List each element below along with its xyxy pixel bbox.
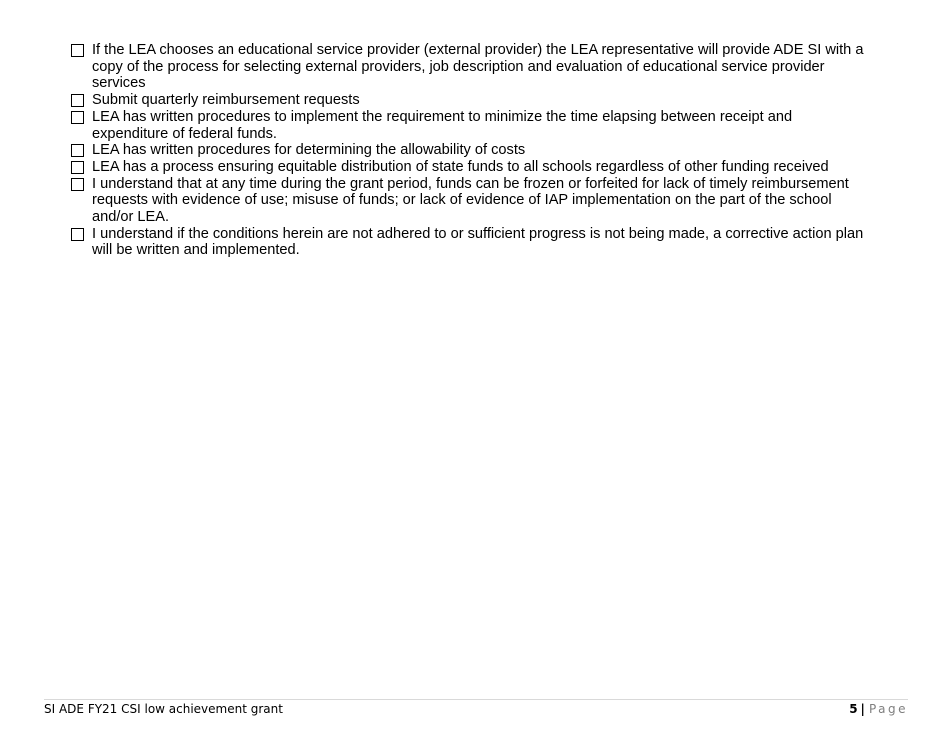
checklist-item: [71, 109, 871, 142]
checklist-item-label: I understand if the conditions herein are not adhered to or sufficient progress is not being made, a corrective action plan will be written and implemented.: [92, 225, 864, 259]
checkbox-equitable-distribution[interactable]: [71, 161, 84, 174]
checklist-item: [71, 176, 871, 226]
page-separator: |: [860, 702, 865, 716]
document-title: SI ADE FY21 CSI low achievement grant: [44, 702, 283, 716]
page-number: 5: [849, 702, 858, 716]
page-footer: [44, 699, 908, 722]
checklist-item-label: Submit quarterly reimbursement requests: [92, 92, 360, 109]
checklist-item: [71, 142, 871, 159]
checklist-item: [71, 42, 871, 92]
checklist-item: [71, 92, 871, 109]
checkbox-minimize-time[interactable]: [71, 111, 84, 124]
checklist-item-label: LEA has written procedures to implement the requirement to minimize the time elapsing between receipt and expenditure of federal funds.: [92, 108, 793, 142]
checkbox-external-provider[interactable]: [71, 44, 84, 57]
page-indicator: [849, 702, 908, 716]
checkbox-corrective-action[interactable]: [71, 228, 84, 241]
checklist-item-label: LEA has a process ensuring equitable distribution of state funds to all schools regardless of other funding received: [92, 158, 829, 175]
checklist-item-label: LEA has written procedures for determining the allowability of costs: [92, 142, 526, 159]
checklist-item: [71, 159, 871, 176]
assurance-checklist: [71, 42, 871, 259]
page-label: Page: [868, 702, 908, 716]
checklist-item-label: If the LEA chooses an educational service provider (external provider) the LEA representative will provide ADE SI with a copy of the process for selecting external providers, job description and evaluation of educational service provider services: [92, 42, 864, 92]
checklist-item-label: I understand that at any time during the grant period, funds can be frozen or forfeited for lack of timely reimbursement requests with evidence of use; misuse of funds; or lack of evidence of IAP implementation on the part of the school and/or LEA.: [92, 175, 849, 226]
checklist-item: [71, 226, 871, 259]
checkbox-allowability-costs[interactable]: [71, 144, 84, 157]
checkbox-funds-frozen[interactable]: [71, 178, 84, 191]
checkbox-quarterly-reimbursement[interactable]: [71, 94, 84, 107]
